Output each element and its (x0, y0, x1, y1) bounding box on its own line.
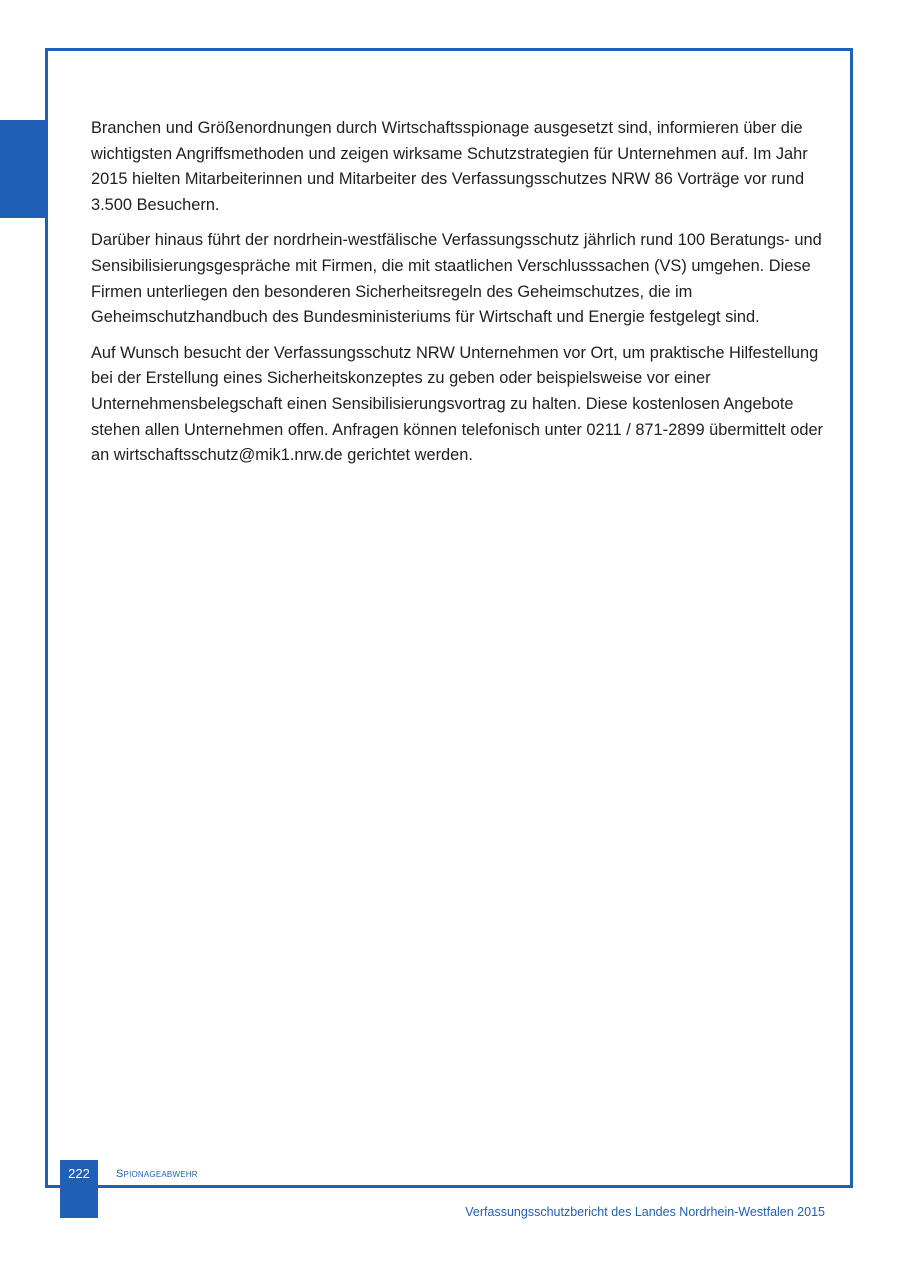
chapter-side-tab (0, 120, 47, 218)
publication-title: Verfassungsschutzbericht des Landes Nordrhein-Westfalen 2015 (465, 1205, 825, 1219)
page-number: 222 (68, 1166, 90, 1181)
paragraph-1: Branchen und Größenordnungen durch Wirtschaftsspionage ausgesetzt sind, informieren über die wichtigsten Angriffsmethoden und zeigen wirksame Schutzstrategien für Unternehmen auf. Im Jahr 2015 hielten Mitarbeiterinnen und Mitarbeiter des Verfassungsschutzes NRW 86 Vorträge vor rund 3.500 Besuchern. (91, 119, 808, 214)
paragraph-2: Darüber hinaus führt der nordrhein-westfälische Verfassungsschutz jährlich rund 100 Beratungs- und Sensibilisierungsgespräche mit Firmen, die mit staatlichen Verschlusssachen (VS) umgehen. Diese Firmen unterliegen den besonderen Sicherheitsregeln des Geheimschutzes, die im Geheimschutzhandbuch des Bundesministeriums für Wirtschaft und Energie festgelegt sind. (91, 231, 822, 327)
section-name: Spionageabwehr (116, 1168, 198, 1180)
paragraph-3: Auf Wunsch besucht der Verfassungsschutz NRW Unternehmen vor Ort, um praktische Hilfestellung bei der Erstellung eines Sicherheitskonzeptes zu geben oder beispielsweise vor einer Unternehmensbelegschaft einen Sensibilisierungsvortrag zu halten. Diese kostenlosen Angebote stehen allen Unternehmen offen. Anfragen können telefonisch unter 0211 / 871-2899 übermittelt oder an wirtschaftsschutz@mik1.nrw.de gerichtet werden. (91, 343, 824, 465)
body-text (91, 116, 831, 479)
